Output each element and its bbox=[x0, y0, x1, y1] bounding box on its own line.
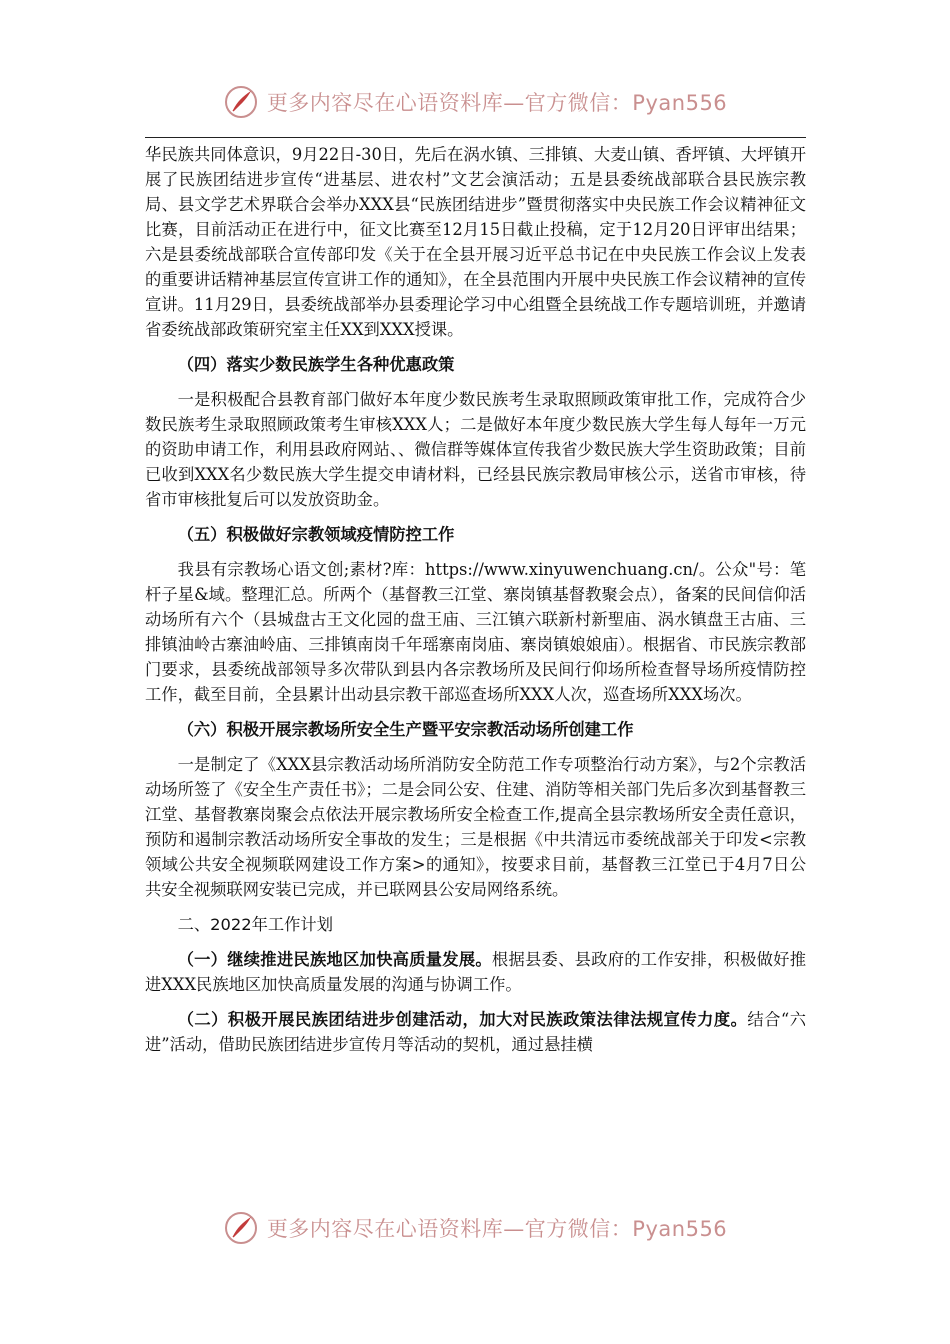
quill-pen-icon bbox=[223, 1210, 259, 1246]
heading-section-6: （六）积极开展宗教场所安全生产暨平安宗教活动场所创建工作 bbox=[177, 720, 634, 739]
paragraph-continued: 华民族共同体意识，9月22日-30日，先后在涡水镇、三排镇、大麦山镇、香坪镇、大坪镇开展了民族团结进步宣传“进基层、进农村”文艺会演活动；五是县委统战部联合县民族宗教局、县文学艺术界联合会举办XXX县“民族团结进步”暨贯彻落实中央民族工作会议精神征文比赛，目前活动正在进行中，征文比赛至12月15日截止投稿，定于12月20日评审出结果；六是县委统战部联合宣传部印发《关于在全县开展习近平总书记在中央民族工作会议上发表的重要讲话精神基层宣传宣讲工作的通知》，在全县范围内开展中央民族工作会议精神的宣传宣讲。11月29日，县委统战部举办县委理论学习中心组暨全县统战工作专题培训班，并邀请省委统战部政策研究室主任XX到XXX授课。 bbox=[145, 145, 806, 339]
paragraph-section-5: 我县有宗教场心语文创;素材?库：https://www.xinyuwenchuang.cn/。公众"号：笔杆子星&域。整理汇总。所两个（基督教三江堂、寨岗镇基督教聚会点），备案的民间信仰活动场所有六个（县城盘古王文化园的盘王庙、三江镇六联新村新聖庙、涡水镇盘王古庙、三排镇油岭古寨油岭庙、三排镇南岗千年瑶寨南岗庙、寨岗镇娘娘庙）。根据省、市民族宗教部门要求，县委统战部领导多次带队到县内各宗教场所及民间行仰场所检查督导场所疫情防控工作，截至目前，全县累计出动县宗教干部巡查场所XXX人次，巡查场所XXX场次。 bbox=[145, 560, 806, 704]
heading-section-5: （五）积极做好宗教领域疫情防控工作 bbox=[177, 525, 455, 544]
paragraph-section-4: 一是积极配合县教育部门做好本年度少数民族考生录取照顾政策审批工作，完成符合少数民族考生录取照顾政策考生审核XXX人；二是做好本年度少数民族大学生每人每年一万元的资助申请工作，利用县政府网站、、微信群等媒体宣传我省少数民族大学生资助政策；目前已收到XXX名少数民族大学生提交申请材料，已经县民族宗教局审核公示，送省市审核，待省市审核批复后可以发放资助金。 bbox=[145, 390, 806, 509]
header-divider bbox=[145, 137, 806, 138]
plan-2-text: 结合“六进”活动，借助民族团结进步宣传月等活动的契机，通过悬挂横 bbox=[145, 1010, 806, 1054]
footer-banner bbox=[0, 1208, 950, 1248]
document-body bbox=[145, 142, 806, 1067]
header-banner bbox=[0, 82, 950, 122]
paragraph-section-6: 一是制定了《XXX县宗教活动场所消防安全防范工作专项整治行动方案》，与2个宗教活动场所签了《安全生产责任书》；二是会同公安、住建、消防等相关部门先后多次到基督教三江堂、基督教寨岗聚会点依法开展宗教场所安全检查工作,提高全县宗教场所安全责任意识，预防和遏制宗教活动场所安全事故的发生；三是根据《中共清远市委统战部关于印发<宗教领域公共安全视频联网建设工作方案>的通知》，按要求目前，基督教三江堂已于4月7日公共安全视频联网安装已完成，并已联网县公安局网络系统。 bbox=[145, 755, 806, 899]
banner-text: 更多内容尽在心语资料库—官方微信：Pyan556 bbox=[266, 91, 728, 115]
paragraph-plan-1 bbox=[145, 947, 806, 997]
plan-2-lead: （二）积极开展民族团结进步创建活动，加大对民族政策法律法规宣传力度。 bbox=[177, 1010, 748, 1029]
plan-1-text: 根据县委、县政府的工作安排，积极做好推进XXX民族地区加快高质量发展的沟通与协调工作。 bbox=[145, 950, 806, 994]
plan-1-lead: （一）继续推进民族地区加快高质量发展。 bbox=[177, 950, 492, 969]
banner-text: 更多内容尽在心语资料库—官方微信：Pyan556 bbox=[266, 1217, 728, 1241]
heading-work-plan: 二、2022年工作计划 bbox=[177, 915, 333, 934]
paragraph-plan-2 bbox=[145, 1007, 806, 1057]
heading-section-4: （四）落实少数民族学生各种优惠政策 bbox=[177, 355, 455, 374]
quill-pen-icon bbox=[223, 84, 259, 120]
